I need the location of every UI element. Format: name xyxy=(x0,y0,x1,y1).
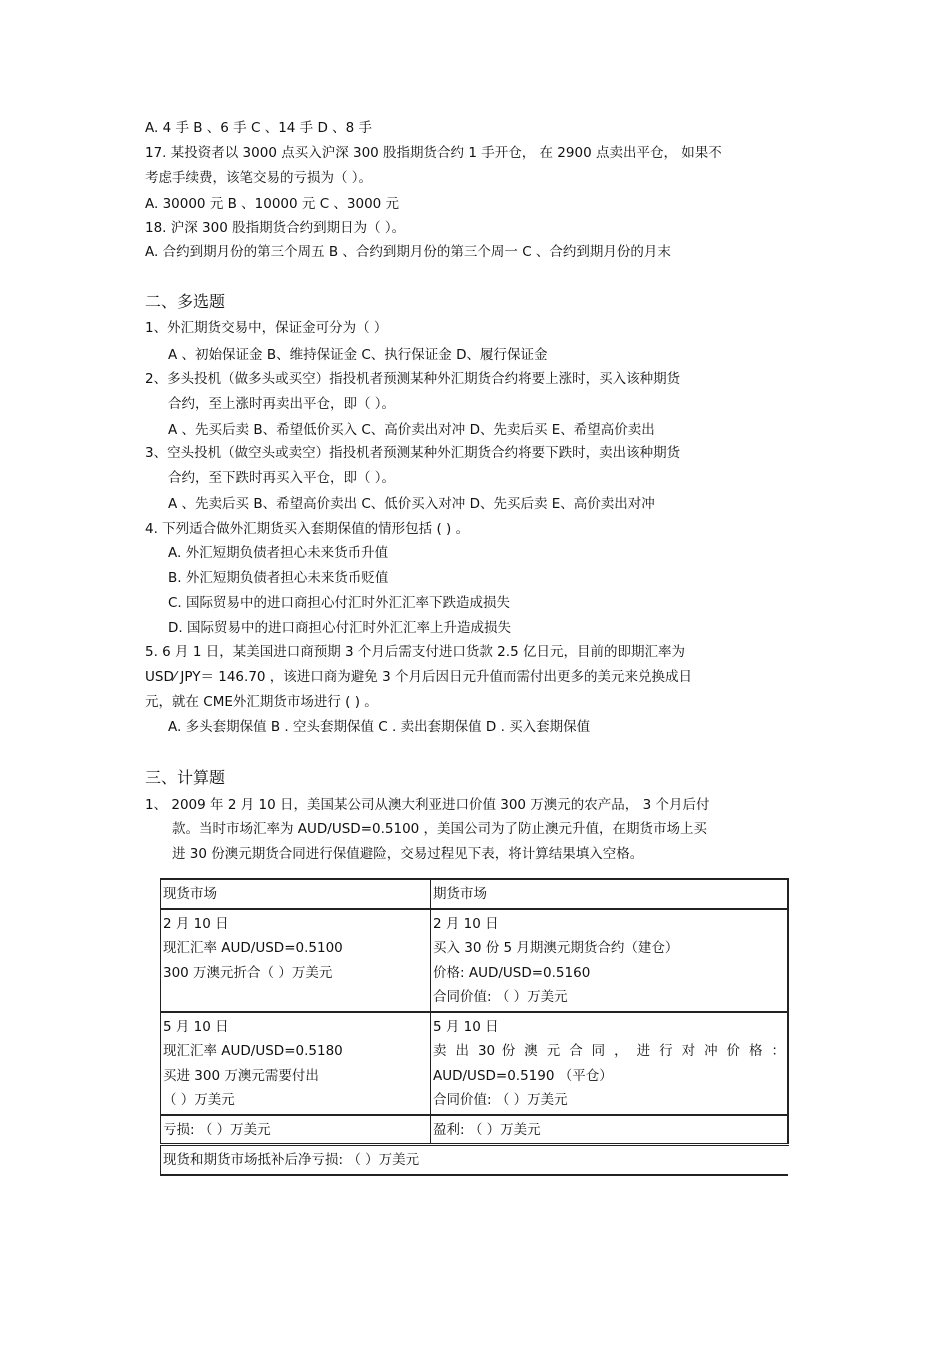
may-spot-buy: 买进 300 万澳元需要付出 xyxy=(163,1067,319,1084)
q17-stem-cont: 考虑手续费，该笔交易的亏损为（ ）。 xyxy=(145,170,373,186)
section-heading-multiple-choice: 二、多选题 xyxy=(145,292,226,311)
q18-options: A. 合约到期月份的第三个周五 B 、合约到期月份的第三个周一 C 、合约到期月份的月末 xyxy=(145,244,671,260)
mc3-stem-cont: 合约，至下跌时再买入平仓，即（ ）。 xyxy=(168,470,396,486)
feb-spot-rate: 现汇汇率 AUD/USD=0.5100 xyxy=(163,940,343,956)
feb-futures-price: 价格: AUD/USD=0.5160 xyxy=(433,964,591,981)
calc1-stem-cont2: 进 30 份澳元期货合同进行保值避险，交易过程见下表，将计算结果填入空格。 xyxy=(172,846,644,862)
q16-options: A. 4 手 B 、6 手 C 、14 手 D 、8 手 xyxy=(145,120,373,136)
futures-profit: 盈利: （ ）万美元 xyxy=(431,1115,789,1145)
may-spot-date: 5 月 10 日 xyxy=(163,1018,229,1035)
hedging-table xyxy=(160,878,789,1176)
may-futures-value: 合同价值: （ ）万美元 xyxy=(433,1092,568,1108)
feb-spot-value: 300 万澳元折合（ ）万美元 xyxy=(163,964,333,981)
feb-futures-date: 2 月 10 日 xyxy=(433,915,499,932)
table-row-result xyxy=(161,1115,789,1145)
mc5-stem-cont1: USD⁄ JPY＝ 146.70 ，该进口商为避免 3 个月后因日元升值而需付出更多的美元来兑换成日 xyxy=(145,669,692,685)
calc1-stem: 1、 2009 年 2 月 10 日，美国某公司从澳大利亚进口价值 300 万澳元的农产品， 3 个月后付 xyxy=(145,797,710,813)
feb-spot-cell xyxy=(161,909,431,1012)
mc4-option-c: C. 国际贸易中的进口商担心付汇时外汇汇率下跌造成损失 xyxy=(168,595,511,611)
feb-spot-date: 2 月 10 日 xyxy=(163,915,229,932)
mc4-stem: 4. 下列适合做外汇期货买入套期保值的情形包括 ( ) 。 xyxy=(145,521,470,537)
spot-loss: 亏损: （ ）万美元 xyxy=(161,1115,431,1145)
mc2-stem-cont: 合约，至上涨时再卖出平仓，即（ ）。 xyxy=(168,396,396,412)
may-spot-value: （ ）万美元 xyxy=(163,1092,235,1108)
may-futures-action: 卖 出 30 份 澳 元 合 同 ， 进 行 对 冲 价 格 ： xyxy=(433,1043,785,1059)
mc2-stem: 2、多头投机（做多头或买空）指投机者预测某种外汇期货合约将要上涨时，买入该种期货 xyxy=(145,371,681,387)
table-row-net xyxy=(161,1145,789,1175)
may-futures-date: 5 月 10 日 xyxy=(433,1018,499,1035)
table-header-row xyxy=(161,879,789,909)
mc5-stem: 5. 6 月 1 日，某美国进口商预期 3 个月后需支付进口货款 2.5 亿日元，目前的即期汇率为 xyxy=(145,644,685,660)
may-spot-cell xyxy=(161,1012,431,1115)
mc1-options: A 、初始保证金 B、维持保证金 C、执行保证金 D、履行保证金 xyxy=(168,347,548,363)
mc3-stem: 3、空头投机（做空头或卖空）指投机者预测某种外汇期货合约将要下跌时，卖出该种期货 xyxy=(145,445,681,461)
section-heading-calculation: 三、计算题 xyxy=(145,768,226,787)
may-spot-rate: 现汇汇率 AUD/USD=0.5180 xyxy=(163,1043,343,1059)
mc2-options: A 、先买后卖 B、希望低价买入 C、高价卖出对冲 D、先卖后买 E、希望高价卖出 xyxy=(168,422,655,438)
mc5-options: A. 多头套期保值 B . 空头套期保值 C . 卖出套期保值 D . 买入套期保值 xyxy=(168,719,591,735)
table-row-feb xyxy=(161,909,789,1012)
mc4-option-b: B. 外汇短期负债者担心未来货币贬值 xyxy=(168,570,389,586)
mc3-options: A 、先卖后买 B、希望高价卖出 C、低价买入对冲 D、先买后卖 E、高价卖出对冲 xyxy=(168,496,655,512)
mc4-option-d: D. 国际贸易中的进口商担心付汇时外汇汇率上升造成损失 xyxy=(168,620,511,636)
feb-futures-cell xyxy=(431,909,789,1012)
header-spot-market: 现货市场 xyxy=(161,879,431,909)
q17-stem: 17. 某投资者以 3000 点买入沪深 300 股指期货合约 1 手开仓， 在 2900 点卖出平仓， 如果不 xyxy=(145,145,722,161)
calc1-stem-cont1: 款。当时市场汇率为 AUD/USD=0.5100 ，美国公司为了防止澳元升值，在期货市场上买 xyxy=(172,821,708,837)
mc1-stem: 1、外汇期货交易中，保证金可分为（ ） xyxy=(145,320,388,336)
may-futures-cell xyxy=(431,1012,789,1115)
q18-stem: 18. 沪深 300 股指期货合约到期日为（ ）。 xyxy=(145,220,406,236)
may-futures-price: AUD/USD=0.5190 （平仓） xyxy=(433,1067,613,1084)
net-loss: 现货和期货市场抵补后净亏损: （ ）万美元 xyxy=(161,1145,789,1175)
mc5-stem-cont2: 元，就在 CME外汇期货市场进行 ( ) 。 xyxy=(145,694,378,710)
feb-futures-action: 买入 30 份 5 月期澳元期货合约（建仓） xyxy=(433,940,679,956)
q17-options: A. 30000 元 B 、10000 元 C 、3000 元 xyxy=(145,196,400,212)
header-futures-market: 期货市场 xyxy=(431,879,789,909)
mc4-option-a: A. 外汇短期负债者担心未来货币升值 xyxy=(168,545,389,561)
table-row-may xyxy=(161,1012,789,1115)
feb-futures-value: 合同价值: （ ）万美元 xyxy=(433,989,568,1005)
